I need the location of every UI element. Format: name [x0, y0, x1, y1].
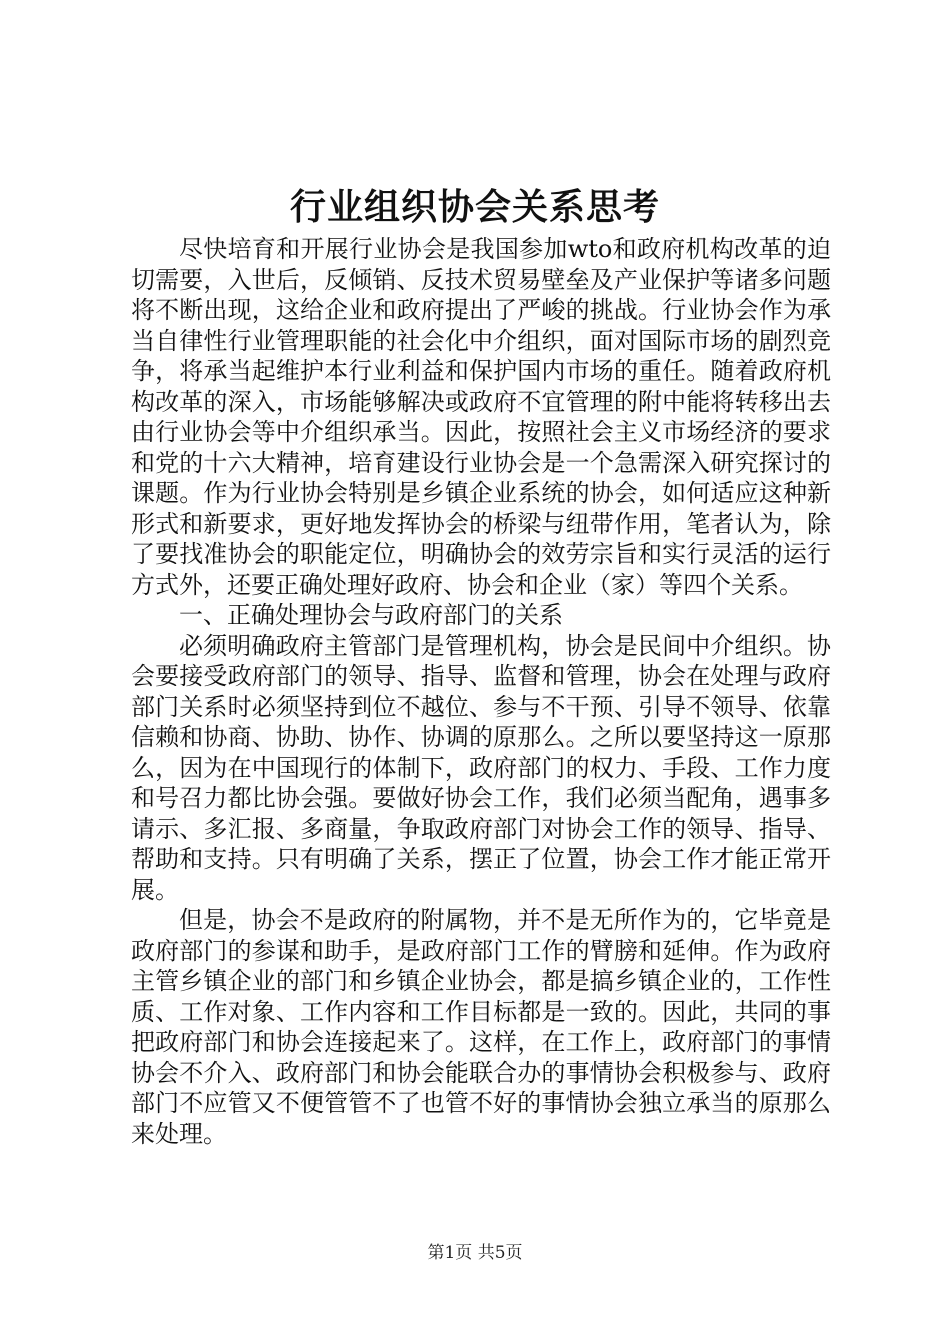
- document-body: [131, 234, 831, 1149]
- document-title: 行业组织协会关系思考: [289, 186, 660, 228]
- paragraph-section-1-a: 必须明确政府主管部门是管理机构，协会是民间中介组织。协会要接受政府部门的领导、指导、监督和管理，协会在处理与政府部门关系时必须坚持到位不越位、参与不干预、引导不领导、依靠信赖和协商、协助、协作、协调的原那么。之所以要坚持这一原那么，因为在中国现行的体制下，政府部门的权力、手段、工作力度和号召力都比协会强。要做好协会工作，我们必须当配角，遇事多请示、多汇报、多商量，争取政府部门对协会工作的领导、指导、帮助和支持。只有明确了关系，摆正了位置，协会工作才能正常开展。: [131, 631, 831, 904]
- paragraph-intro: 尽快培育和开展行业协会是我国参加wto和政府机构改革的迫切需要，入世后，反倾销、反技术贸易壁垒及产业保护等诸多问题将不断出现，这给企业和政府提出了严峻的挑战。行业协会作为承当自律性行业管理职能的社会化中介组织，面对国际市场的剧烈竞争，将承当起维护本行业利益和保护国内市场的重任。随着政府机构改革的深入，市场能够解决或政府不宜管理的附中能将转移出去由行业协会等中介组织承当。因此，按照社会主义市场经济的要求和党的十六大精神，培育建设行业协会是一个急需深入研究探讨的课题。作为行业协会特别是乡镇企业系统的协会，如何适应这种新形式和新要求，更好地发挥协会的桥梁与纽带作用，笔者认为，除了要找准协会的职能定位，明确协会的效劳宗旨和实行灵活的运行方式外，还要正确处理好政府、协会和企业（家）等四个关系。: [131, 235, 831, 599]
- paragraph-section-1-b: 但是，协会不是政府的附属物，并不是无所作为的，它毕竟是政府部门的参谋和助手，是政府部门工作的臂膀和延伸。作为政府主管乡镇企业的部门和乡镇企业协会，都是搞乡镇企业的，工作性质、工作对象、工作内容和工作目标都是一致的。因此，共同的事把政府部门和协会连接起来了。这样，在工作上，政府部门的事情协会不介入、政府部门和协会能联合办的事情协会积极参与、政府部门不应管又不便管管不了也管不好的事情协会独立承当的原那么来处理。: [131, 906, 831, 1148]
- page-footer: 第1页 共5页: [427, 1243, 523, 1263]
- section-heading-1: 一、正确处理协会与政府部门的关系: [179, 601, 563, 629]
